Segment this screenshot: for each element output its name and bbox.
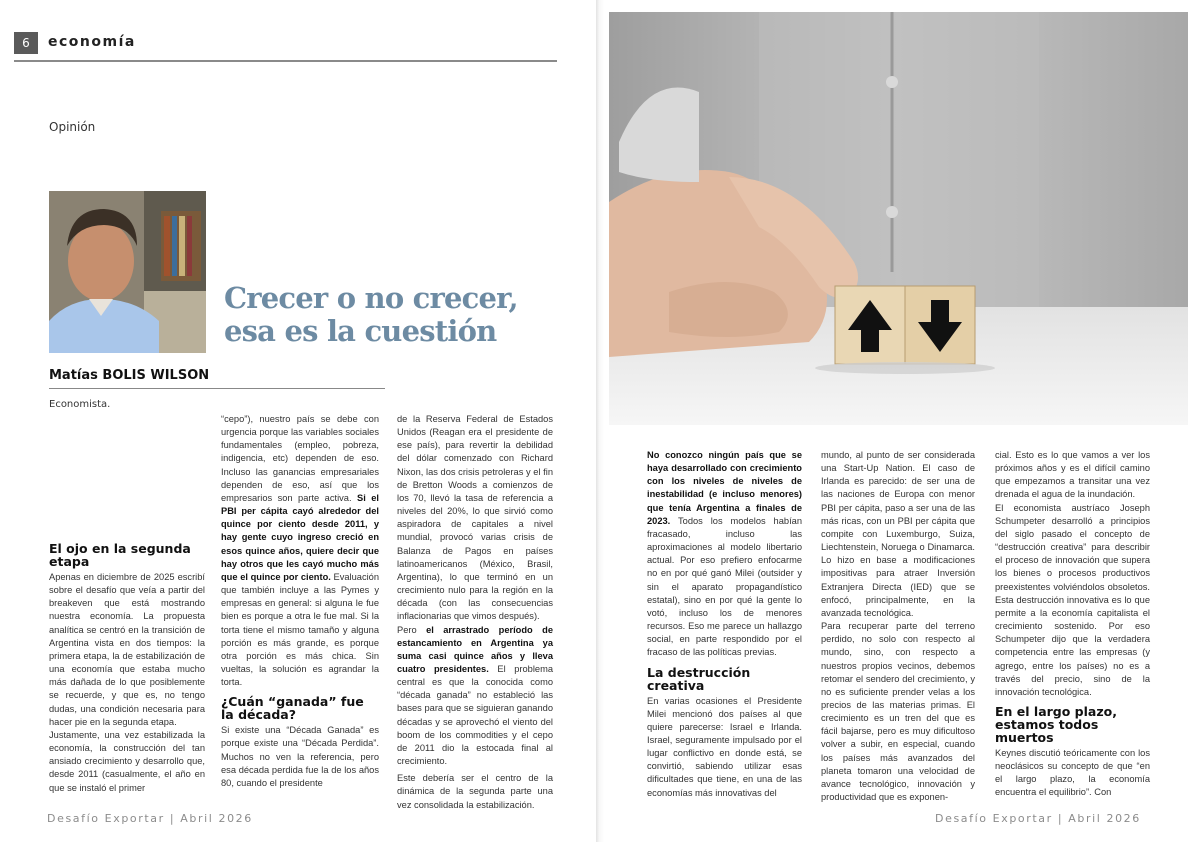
arrows-blocks-photo: [609, 12, 1188, 425]
header-rule: [14, 60, 557, 62]
text-column-2: [221, 413, 379, 794]
text-column-1: [49, 536, 205, 799]
paragraph: Para recuperar parte del terreno perdido, no solo con respecto al mundo, sino, con respecto a nuestros propios vecinos, debemos retomar el sendero del crecimiento, y no es suficiente prender velas a los precios de las materias primas. El crecimiento es un tren del que es fácil bajarse, pero es muy dificultoso volver a subir, en especial, cuando los países más avanzados del planeta tomaron una velocidad de avance tecnológico, innovación y productividad que es exponen-: [821, 621, 975, 803]
paragraph: Si existe una “Década Ganada” es porque existe una “Década Perdida”. Muchos no ven la referencia, pero esa década perdida fue la de los años 80, cuando el presidente: [221, 725, 379, 788]
text-column-5: [821, 449, 975, 808]
footer-right: Desafío Exportar | Abril 2026: [935, 812, 1141, 825]
footer-left: Desafío Exportar | Abril 2026: [47, 812, 253, 825]
text-run: “cepo”), nuestro país se debe con urgencia porque las variables sociales fundamentales (empleo, pobreza, indigencia, etc) dependen de eso. Incluso las ganancias empresariales dependen de eso, así que los empresarios son parte activa.: [221, 414, 379, 503]
subheading-decada-ganada: ¿Cuán “ganada” fue la década?: [221, 694, 364, 723]
subheading-destruccion-creativa: La destrucción creativa: [647, 664, 751, 693]
subheading-largo-plazo: En el largo plazo, estamos todos muertos: [995, 703, 1117, 745]
author-name: Matías BOLIS WILSON: [49, 368, 210, 383]
bold-text: Si el PBI per cápita cayó alrededor del quince por ciento desde 2011, y hay gente cuyo ingreso creció en esos quince años, quiere decir que hay otros que les cayó mucho más que el quince por ciento.: [221, 492, 379, 582]
paragraph: Apenas en diciembre de 2025 escribí sobre el desafío que veía a partir del breakeven que está mostrando nuestra economía. La propuesta analítica se centró en la transición de Argentina vista en dos tiempos: la primera etapa, la de estabilización de una economía que estaba mucho más dañada de lo que posiblemente se recuerde, y que es, no tengo dudas, una condición necesaria para hacer pie en la segunda etapa.: [49, 572, 205, 727]
author-rule: [49, 388, 385, 389]
paragraph: En varias ocasiones el Presidente Milei mencionó dos países al que quiere parecerse: Israel e Irlanda. Israel, seguramente impulsado por el lugar conflictivo en donde está, se convirtió, sabiendo utilizar esas dificultades que tiene, en una de las economías más innovativas del: [647, 695, 802, 798]
text-run: Evaluación que también incluye a las Pymes y empresas en general: si alguna le fue bien es porque a otra le fue mal. Si la torta tiene el mismo tamaño y alguna porción es más grande, es porque otra porción es más chica. Sin vueltas, la solución es agrandar la torta.: [221, 571, 379, 688]
paragraph: cial. Esto es lo que vamos a ver los próximos años y es el difícil camino que empezamos a transitar una vez drenada el agua de la inundación.: [995, 450, 1150, 500]
text-column-6: [995, 449, 1150, 804]
subheading-segunda-etapa: El ojo en la segunda etapa: [49, 541, 191, 569]
paragraph: [397, 624, 553, 769]
paragraph: de la Reserva Federal de Estados Unidos (Reagan era el presidente de ese país), para revertir la debilidad del dólar comenzado con Richard Nixon, las dos crisis petroleras y el fin de Bretton Woods a comienzos de los 70, llevó la tasa de referencia a niveles del 20%, lo que sirvió como aspiradora de capitales a nivel mundial, provocó varias crisis de Balanza de Pagos en países latinoamericanos (México, Brasil, Argentina), lo que terminó en un crecimiento nulo para la región en la década (con las consecuencias inflacionarias que vimos después).: [397, 414, 553, 622]
paragraph: [221, 413, 379, 689]
page-number: 6: [14, 32, 38, 54]
paragraph: mundo, al punto de ser considerada una Start-Up Nation. El caso de Irlanda es parecido: de ser una de las naciones de Europa con menor PBI per cápita, paso a ser una de las más ricas, con un PBI per cápita que compite con Luxemburgo, Suiza, Liechtenstein, Noruega o Dinamarca. Lo hizo en base a modificaciones impositivas para atraer Inversión Extranjera Directa (IED) que se enfocó, principalmente, en la avanzada tecnológica.: [821, 450, 975, 618]
text-run: El problema central es que la conocida como “década ganada” no estableció las bases para que se siguieran ganando décadas y se aprovechó el viento del boom de los commodities y el cepo de 2011 dio la estocada final al crecimiento.: [397, 663, 553, 767]
text-column-3: [397, 413, 553, 816]
text-run: Todos los modelos habían fracasado, incluso las aproximaciones al modelo libertario actual. Por eso prefiero enfocarme no en por qué ganó Milei (outsider y sin el aparato propagandístico estatal), sino en por qué la gente lo votó, incluso los de menores recursos. Eso me parece un hallazgo social, en parte respondido por el fracaso de las políticas previas.: [647, 515, 802, 658]
paragraph: Este debería ser el centro de la dinámica de la segunda parte una vez consolidada la estabilización.: [397, 773, 553, 810]
paragraph: [647, 449, 802, 660]
lead-text: No conozco ningún país que se haya desarrollado con crecimiento con los niveles de niveles de inestabilidad (e incluso menores) que tenía Argentina a finales de 2023.: [647, 450, 802, 526]
paragraph: El economista austríaco Joseph Schumpeter desarrolló a principios del siglo pasado el concepto de “destrucción creativa” para describir el proceso de innovación que supera los bienes o procesos productivos preexistentes volviéndolos obsoletos. Esta destrucción innovativa es lo que permite a la economía capitalista el crecimiento sostenido. Por eso Schumpeter dijo que la verdadera competencia entre las empresas (y agrego, entre los países) no es a través del precio, sino de la innovación tecnológica.: [995, 502, 1150, 697]
author-photo: [49, 191, 206, 353]
category-label: Opinión: [49, 120, 96, 134]
section-label: economía: [48, 34, 136, 50]
page-gutter: [596, 0, 604, 842]
author-role: Economista.: [49, 399, 111, 410]
bold-text: el arrastrado período de estancamiento en Argentina ya suma casi quince años y lleva cuatro presidentes.: [397, 624, 553, 674]
text-run: Pero: [397, 624, 417, 635]
paragraph: Justamente, una vez estabilizada la economía, la construcción del tan ansiado crecimiento y desarrollo que, desde 2011 (casualmente, el año en que se instaló el primer: [49, 729, 205, 793]
title-line-1: Crecer o no crecer,: [224, 281, 518, 315]
article-title: [224, 282, 554, 348]
title-line-2: esa es la cuestión: [224, 314, 497, 348]
paragraph: Keynes discutió teóricamente con los neoclásicos su concepto de que “en el largo plazo, la economía encuentra el equilibrio”. Con: [995, 747, 1150, 798]
text-column-4: [647, 449, 802, 804]
